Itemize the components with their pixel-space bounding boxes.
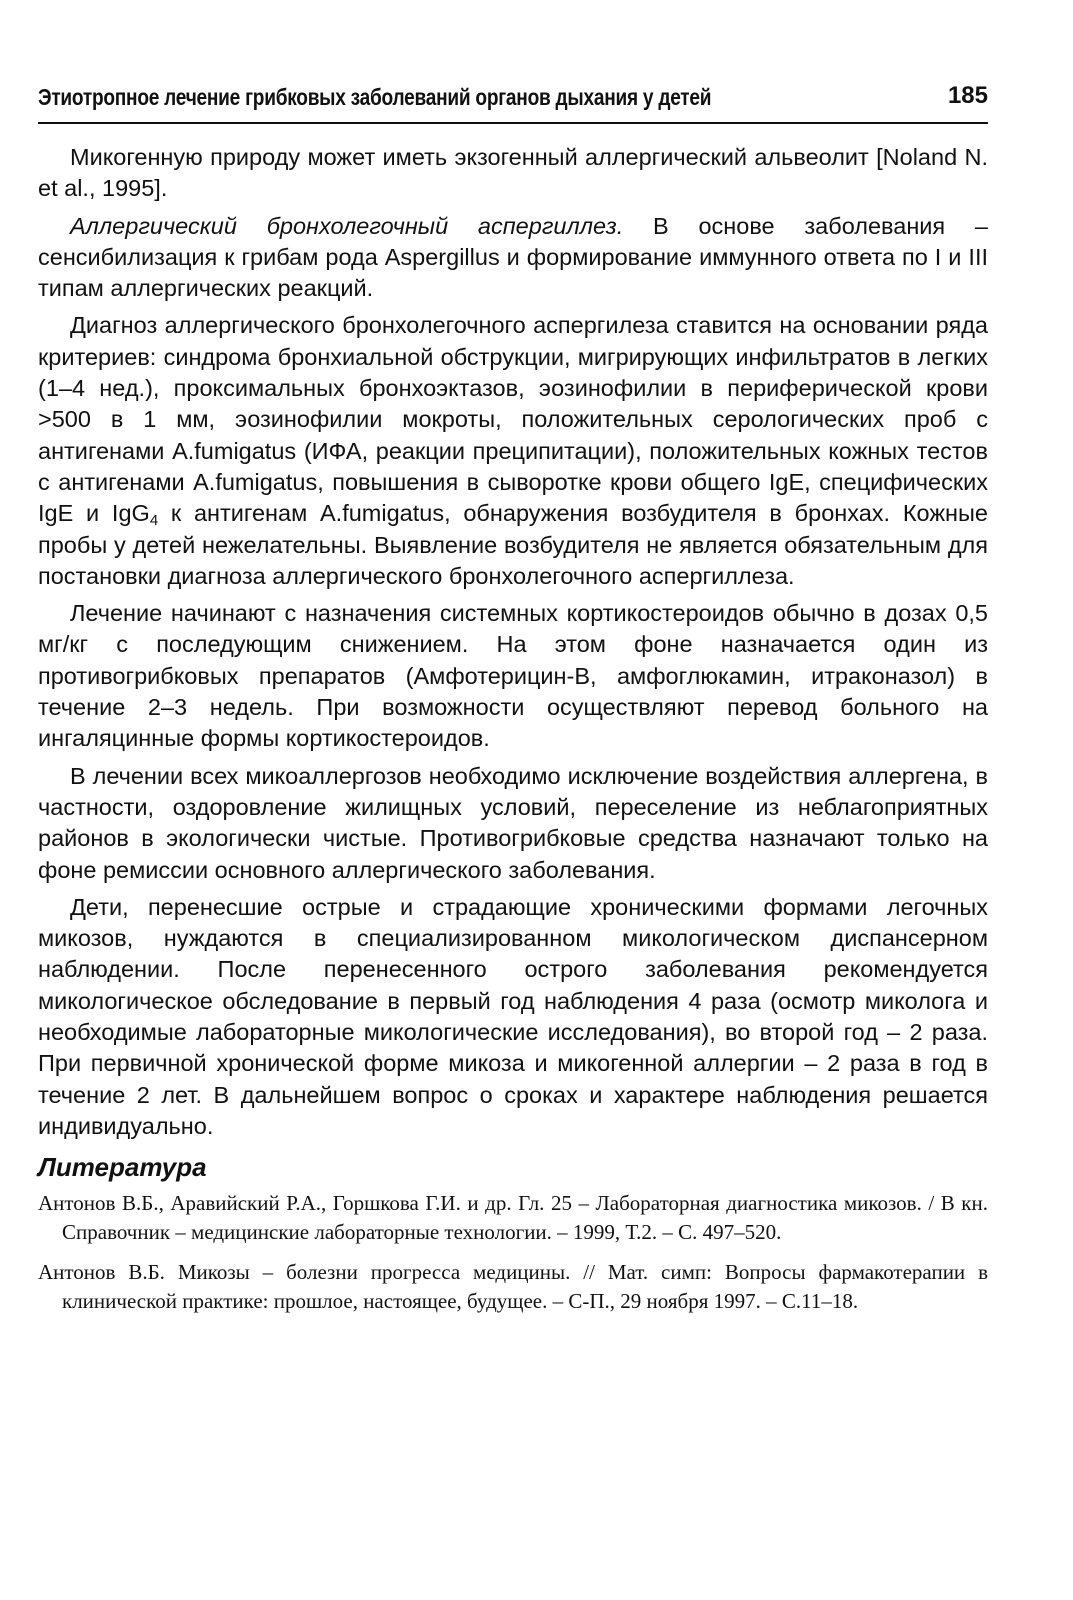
body-text bbox=[38, 142, 988, 1315]
running-head bbox=[38, 80, 988, 122]
subscript: 4 bbox=[149, 512, 159, 530]
section-lead-italic: Аллергический бронхолегочный аспергиллез. bbox=[70, 212, 624, 239]
running-title: Этиотропное лечение грибковых заболеваний органов дыхания у детей bbox=[38, 84, 712, 110]
paragraph-diagnosis: Диагноз аллергического бронхолегочного аспергилеза ставится на основании ряда критериев: синдрома бронхиальной обструкции, мигрирующих инфильтратов в легких (1–4 нед.), проксимальных бронхоэктазов, эозинофилии в периферической крови >500 в 1 мм, эозинофилии мокроты, положительных серологических проб с антигенами A.fumigatus (ИФА, реакции преципитации), положительных кожных тестов с антигенами A.fumigatus, повышения в сыворотке крови общего IgE, специфических IgE и IgG$_4$ к антигенам A.fumigatus, обнаружения возбудителя в бронхах. Кожные пробы у детей нежелательны. Выявление возбудителя не является обязательным для постановки диагноза аллергического бронхолегочного аспергиллеза. bbox=[38, 312, 988, 589]
page-number: 185 bbox=[947, 82, 988, 109]
paragraph-abpa-definition: Аллергический бронхолегочный аспергиллез. В основе заболевания – сенсибилизация к грибам рода Aspergillus и формирование иммунного ответа по I и III типам аллергических реакций. bbox=[38, 212, 988, 302]
header-rule bbox=[38, 122, 988, 124]
paragraph-treatment: Лечение начинают с назначения системных кортикостероидов обычно в дозах 0,5 мг/кг с последующим снижением. На этом фоне назначается один из противогрибковых препаратов (Амфотерицин-В, амфоглюкамин, итраконазол) в течение 2–3 недель. При возможности осуществляют перевод больного на ингаляцинные формы кортикостероидов. bbox=[38, 600, 988, 752]
paragraph-alveolitis: Микогенную природу может иметь экзогенный аллергический альвеолит [Noland N. et al., 1995]. bbox=[38, 144, 988, 202]
reference-item: Антонов В.Б. Микозы – болезни прогресса медицины. // Мат. симп: Вопросы фармакотерапии в клинической практике: прошлое, настоящее, будущее. – С-П., 29 ноября 1997. – С.11–18. bbox=[38, 1260, 988, 1313]
reference-item: Антонов В.Б., Аравийский Р.А., Горшкова Г.И. и др. Гл. 25 – Лабораторная диагностика микозов. / В кн. Справочник – медицинские лабораторные технологии. – 1999, Т.2. – С. 497–520. bbox=[38, 1191, 988, 1244]
references-heading: Литература bbox=[38, 1152, 207, 1183]
paragraph-mycoallergoses: В лечении всех микоаллергозов необходимо исключение воздействия аллергена, в частности, оздоровление жилищных условий, переселение из неблагоприятных районов в экологически чистые. Противогрибковые средства назначают только на фоне ремиссии основного аллергического заболевания. bbox=[38, 762, 988, 883]
paragraph-follow-up: Дети, перенесшие острые и страдающие хроническими формами легочных микозов, нуждаются в специализированном микологическом диспансерном наблюдении. После перенесенного острого заболевания рекомендуется микологическое обследование в первый год наблюдения 4 раза (осмотр миколога и необходимые лабораторные микологические исследования), во второй год – 2 раза. При первичной хронической форме микоза и микогенной аллергии – 2 раза в год в течение 2 лет. В дальнейшем вопрос о сроках и характере наблюдения решается индивидуально. bbox=[38, 893, 988, 1139]
